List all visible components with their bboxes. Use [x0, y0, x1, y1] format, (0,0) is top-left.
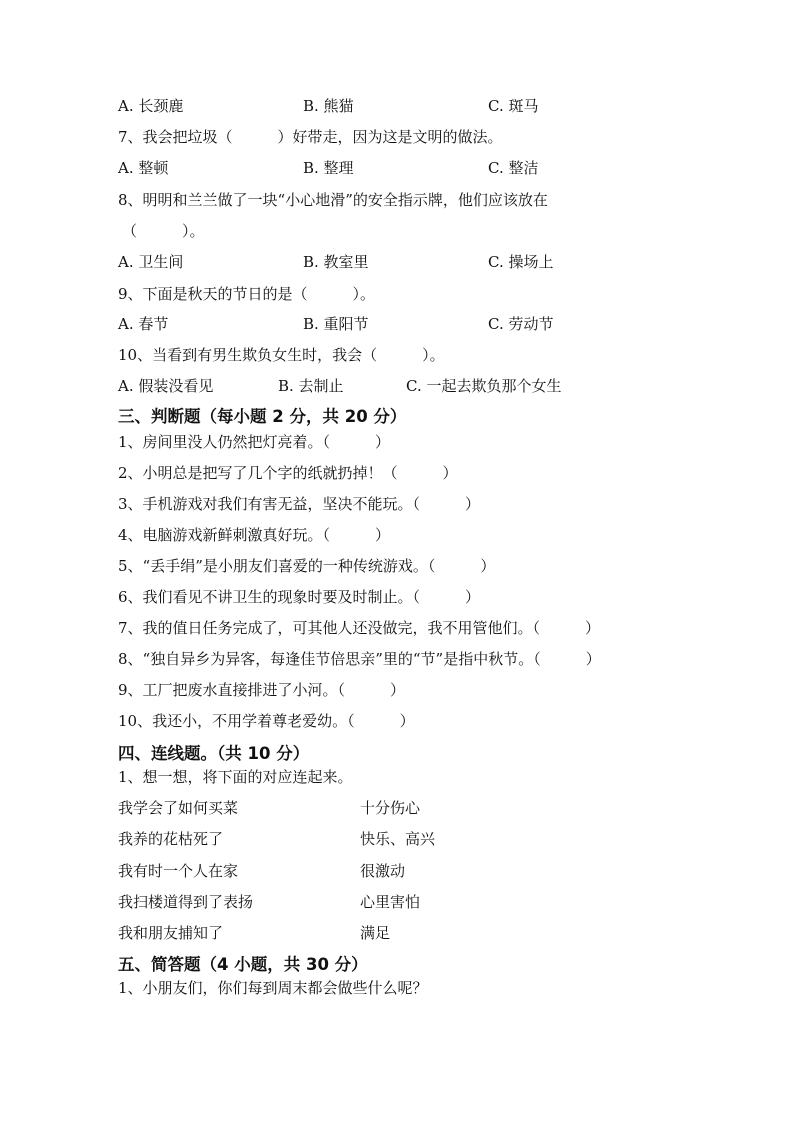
match-left-4[interactable]: 我扫楼道得到了表扬 — [118, 893, 254, 911]
q7-option-c[interactable]: C. 整洁 — [488, 159, 539, 177]
match-left-2[interactable]: 我养的花枯死了 — [118, 830, 224, 848]
q7-option-b[interactable]: B. 整理 — [303, 159, 354, 177]
q7-option-a[interactable]: A. 整顿 — [118, 159, 169, 177]
section5-title: 五、简答题（4 小题，共 30 分） — [118, 955, 368, 974]
section3-title: 三、判断题（每小题 2 分，共 20 分） — [118, 407, 407, 426]
judge-item-8: 8、“独自异乡为异客，每逢佳节倍思亲”里的“节”是指中秋节。（ ） — [118, 650, 601, 668]
match-left-5[interactable]: 我和朋友捕知了 — [118, 924, 224, 942]
judge-item-3: 3、手机游戏对我们有害无益，坚决不能玩。（ ） — [118, 495, 481, 513]
q8-stem-line2: （ ）。 — [122, 222, 205, 240]
q9-option-c[interactable]: C. 劳动节 — [488, 315, 554, 333]
q6-option-c[interactable]: C. 斑马 — [488, 97, 539, 115]
match-left-3[interactable]: 我有时一个人在家 — [118, 862, 239, 880]
match-right-3[interactable]: 很激动 — [360, 862, 406, 880]
q9-option-a[interactable]: A. 春节 — [118, 315, 169, 333]
q10-stem: 10、当看到有男生欺负女生时，我会（ ）。 — [118, 346, 445, 364]
match-right-4[interactable]: 心里害怕 — [360, 893, 421, 911]
q8-option-b[interactable]: B. 教室里 — [303, 253, 369, 271]
q10-option-c[interactable]: C. 一起去欺负那个女生 — [406, 377, 562, 395]
section4-title: 四、连线题。（共 10 分） — [118, 744, 310, 763]
judge-item-4: 4、电脑游戏新鲜刺激真好玩。（ ） — [118, 526, 391, 544]
match-right-1[interactable]: 十分伤心 — [360, 799, 421, 817]
q6-option-a[interactable]: A. 长颈鹿 — [118, 97, 184, 115]
q10-option-a[interactable]: A. 假装没看见 — [118, 377, 214, 395]
judge-item-6: 6、我们看见不讲卫生的现象时要及时制止。（ ） — [118, 588, 481, 606]
judge-item-2: 2、小明总是把写了几个字的纸就扔掉！（ ） — [118, 464, 458, 482]
section4-prompt: 1、想一想，将下面的对应连起来。 — [118, 768, 353, 786]
q8-option-c[interactable]: C. 操场上 — [488, 253, 554, 271]
q6-option-b[interactable]: B. 熊猫 — [303, 97, 354, 115]
q8-option-a[interactable]: A. 卫生间 — [118, 253, 184, 271]
judge-item-10: 10、我还小，不用学着尊老爱幼。（ ） — [118, 712, 415, 730]
judge-item-5: 5、“丢手绢”是小朋友们喜爱的一种传统游戏。（ ） — [118, 557, 496, 575]
match-left-1[interactable]: 我学会了如何买菜 — [118, 799, 239, 817]
q9-stem: 9、下面是秋天的节日的是（ ）。 — [118, 285, 376, 303]
match-right-5[interactable]: 满足 — [360, 924, 391, 942]
judge-item-1: 1、房间里没人仍然把灯亮着。（ ） — [118, 433, 391, 451]
judge-item-7: 7、我的值日任务完成了，可其他人还没做完，我不用管他们。（ ） — [118, 619, 601, 637]
judge-item-9: 9、工厂把废水直接排进了小河。（ ） — [118, 681, 406, 699]
section5-question-1: 1、小朋友们，你们每到周末都会做些什么呢？ — [118, 979, 428, 997]
match-right-2[interactable]: 快乐、高兴 — [360, 830, 436, 848]
q8-stem-line1: 8、明明和兰兰做了一块“小心地滑”的安全指示牌，他们应该放在 — [118, 191, 548, 209]
q10-option-b[interactable]: B. 去制止 — [278, 377, 344, 395]
q9-option-b[interactable]: B. 重阳节 — [303, 315, 369, 333]
q7-stem: 7、我会把垃圾（ ）好带走，因为这是文明的做法。 — [118, 128, 503, 146]
